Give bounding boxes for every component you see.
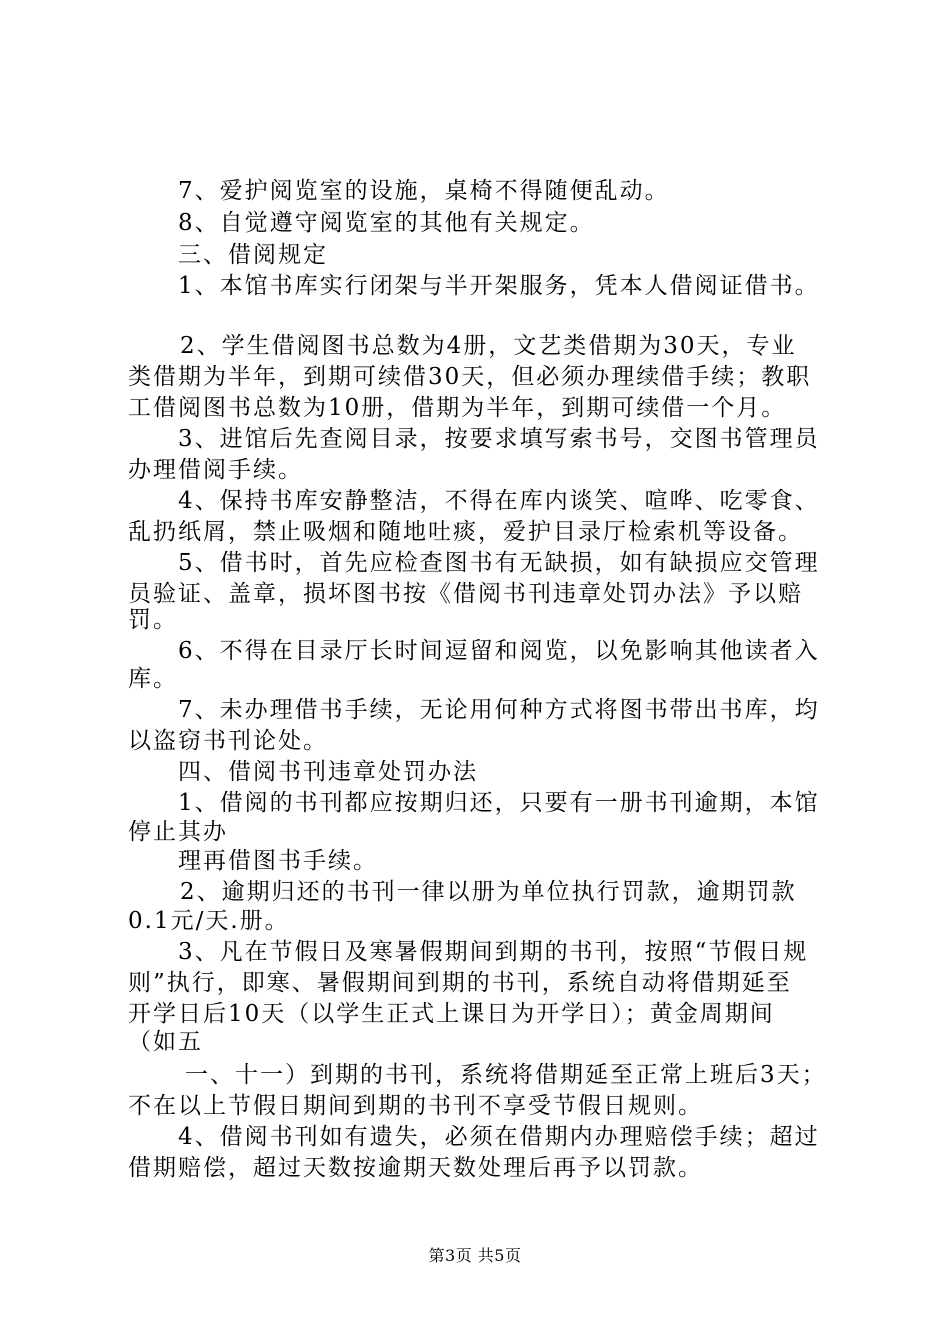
text-line: 5、借书时，首先应检查图书有无缺损，如有缺损应交管理 [178,550,820,576]
text-line: 理再借图书手续。 [178,848,378,874]
text-line: 1、本馆书库实行闭架与半开架服务，凭本人借阅证借书。 [178,273,820,299]
section-heading: 三、借阅规定 [178,242,328,268]
text-line: 罚。 [128,607,178,633]
text-line: 不在以上节假日期间到期的书刊不享受节假日规则。 [128,1093,703,1119]
text-line: 3、进馆后先查阅目录，按要求填写索书号，交图书管理员 [178,426,820,452]
text-line: 乱扔纸屑，禁止吸烟和随地吐痰，爱护目录厅检索机等设备。 [128,519,803,545]
text-line: 借期赔偿，超过天数按逾期天数处理后再予以罚款。 [128,1155,703,1181]
text-line: 停止其办 [128,819,228,845]
text-line: 开学日后10天（以学生正式上课日为开学日）；黄金周期间 [128,1001,775,1027]
text-line: 以盗窃书刊论处。 [128,728,328,754]
page-number: 第3页 共5页 [428,1246,522,1265]
text-line: 6、不得在目录厅长时间逗留和阅览，以免影响其他读者入 [178,638,820,664]
text-line: 库。 [128,666,178,692]
text-line: 2、逾期归还的书刊一律以册为单位执行罚款，逾期罚款 [180,879,797,905]
text-line: 类借期为半年，到期可续借30天，但必须办理续借手续；教职 [128,364,812,390]
text-line: 7、未办理借书手续，无论用何种方式将图书带出书库，均 [178,697,820,723]
text-line: 1、借阅的书刊都应按期归还，只要有一册书刊逾期，本馆 [178,790,820,816]
text-line: 8、自觉遵守阅览室的其他有关规定。 [178,210,595,236]
text-line: 一、十一）到期的书刊，系统将借期延至正常上班后3天； [185,1062,827,1088]
text-line: 则”执行，即寒、暑假期间到期的书刊，系统自动将借期延至 [128,970,792,996]
text-line: 工借阅图书总数为10册，借期为半年，到期可续借一个月。 [128,395,787,421]
text-line: （如五 [128,1029,203,1055]
text-line: 7、爱护阅览室的设施，桌椅不得随便乱动。 [178,178,670,204]
text-line: 办理借阅手续。 [128,457,303,483]
text-line: 2、学生借阅图书总数为4册，文艺类借期为30天，专业 [180,333,797,359]
section-heading: 四、借阅书刊违章处罚办法 [178,759,478,785]
text-line: 4、借阅书刊如有遗失，必须在借期内办理赔偿手续；超过 [178,1124,820,1150]
text-line: 员验证、盖章，损坏图书按《借阅书刊违章处罚办法》予以赔 [128,581,803,607]
text-line: 0.1元/天.册。 [128,908,290,934]
text-line: 3、凡在节假日及寒暑假期间到期的书刊，按照“节假日规 [178,939,809,965]
text-line: 4、保持书库安静整洁，不得在库内谈笑、喧哗、吃零食、 [178,488,820,514]
